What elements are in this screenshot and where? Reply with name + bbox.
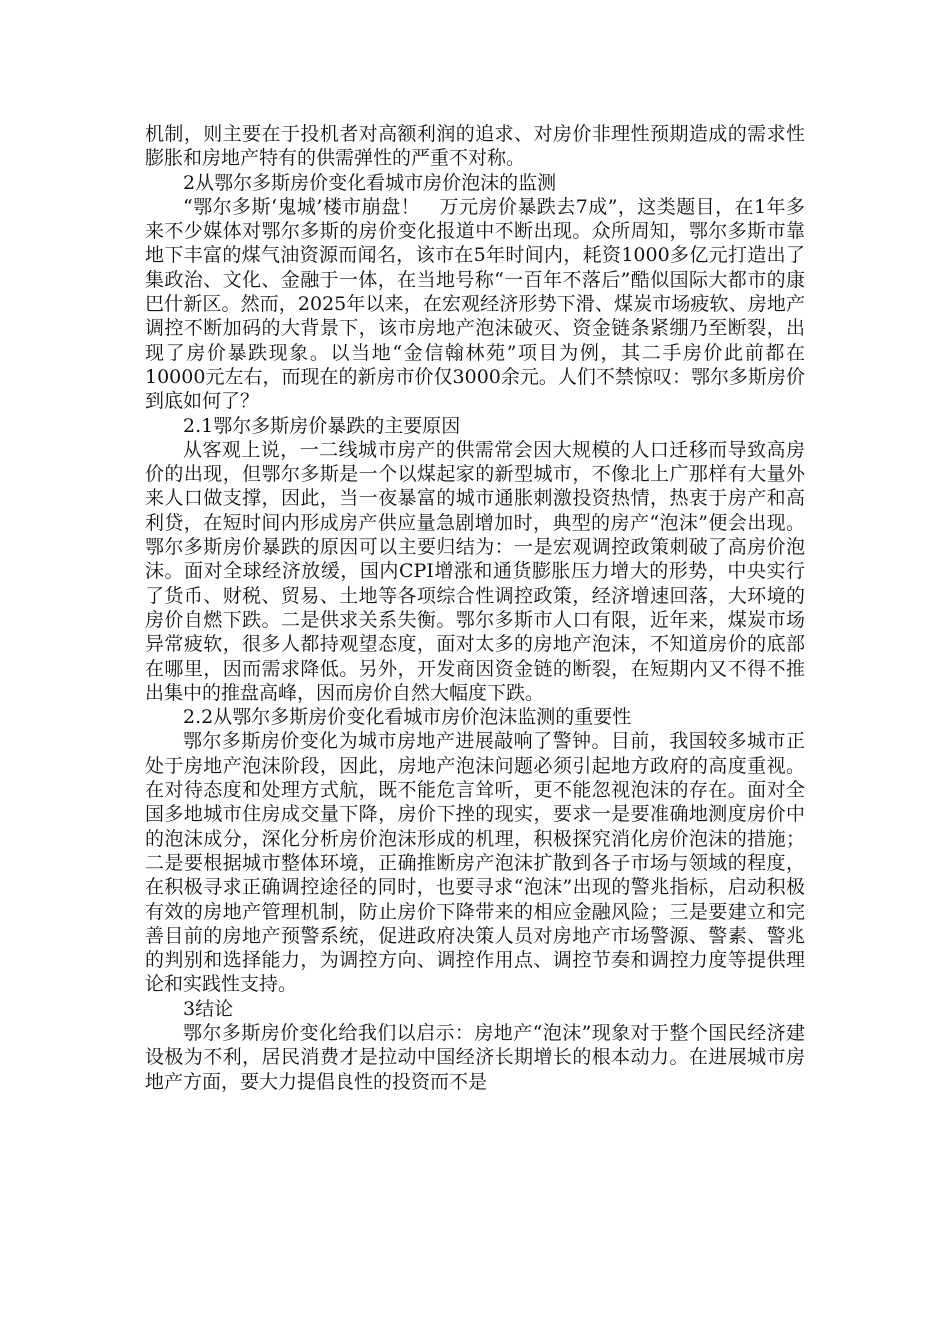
paragraph-monitoring-importance: 鄂尔多斯房价变化为城市房地产进展敲响了警钟。目前，我国较多城市正处于房地产泡沫阶段，因此，房地产泡沫问题必须引起地方政府的高度重视。在对待态度和处理方式航，既不能危言耸听，更不能忽视泡沫的存在。面对全国多地城市住房成交量下降，房价下挫的现实，要求一是要准确地测度房价中的泡沫成分，深化分析房价泡沫形成的机理，积极探究消化房价泡沫的措施；二是要根据城市整体环境，正确推断房产泡沫扩散到各子市场与领域的程度，在积极寻求正确调控途径的同时，也要寻求“泡沫”出现的警兆指标，启动积极有效的房地产管理机制，防止房价下降带来的相应金融风险；三是要建立和完善目前的房地产预警系统，促进政府决策人员对房地产市场警源、警素、警兆的判别和选择能力，为调控方向、调控作用点、调控节奏和调控力度等提供理论和实践性支持。 — [145, 730, 805, 996]
document-body — [145, 122, 805, 1094]
paragraph-conclusion: 鄂尔多斯房价变化给我们以启示：房地产“泡沫”现象对于整个国民经济建设极为不利，居民消费才是拉动中国经济长期增长的根本动力。在进展城市房地产方面，要大力提倡良性的投资而不是 — [145, 1021, 805, 1093]
paragraph-ordos-overview: “鄂尔多斯‘鬼城’楼市崩盘！ 万元房价暴跌去7成”，这类题目，在1年多来不少媒体对鄂尔多斯的房价变化报道中不断出现。众所周知，鄂尔多斯市靠地下丰富的煤气油资源而闻名，该市在5年时间内，耗资1000多亿元打造出了集政治、文化、金融于一体，在当地号称“一百年不落后”酷似国际大都市的康巴什新区。然而，2025年以来，在宏观经济形势下滑、煤炭市场疲软、房地产调控不断加码的大背景下，该市房地产泡沫破灭、资金链条紧绷乃至断裂，出现了房价暴跌现象。以当地“金信翰林苑”项目为例，其二手房价此前都在10000元左右，而现在的新房市价仅3000余元。人们不禁惊叹：鄂尔多斯房价到底如何了？ — [145, 195, 805, 413]
paragraph-price-crash-causes: 从客观上说，一二线城市房产的供需常会因大规模的人口迁移而导致高房价的出现，但鄂尔多斯是一个以煤起家的新型城市，不像北上广那样有大量外来人口做支撑，因此，当一夜暴富的城市通胀刺激投资热情，热衷于房产和高利贷，在短时间内形成房产供应量急剧增加时，典型的房产“泡沫”便会出现。鄂尔多斯房价暴跌的原因可以主要归结为：一是宏观调控政策刺破了高房价泡沫。面对全球经济放缓，国内CPI增涨和通货膨胀压力增大的形势，中央实行了货币、财税、贸易、土地等各项综合性调控政策，经济增速回落，大环境的房价自燃下跌。二是供求关系失衡。鄂尔多斯市人口有限，近年来，煤炭市场异常疲软，很多人都持观望态度，面对太多的房地产泡沫，不知道房价的底部在哪里，因而需求降低。另外，开发商因资金链的断裂，在短期内又不得不推出集中的推盘高峰，因而房价自然大幅度下跌。 — [145, 438, 805, 704]
section-heading-2-1: 2.1鄂尔多斯房价暴跌的主要原因 — [183, 414, 461, 437]
section-heading-2: 2从鄂尔多斯房价变化看城市房价泡沫的监测 — [183, 171, 557, 194]
section-heading-2-2: 2.2从鄂尔多斯房价变化看城市房价泡沫监测的重要性 — [183, 706, 632, 729]
section-heading-3: 3结论 — [183, 997, 234, 1020]
paragraph-continuation: 机制，则主要在于投机者对高额利润的追求、对房价非理性预期造成的需求性膨胀和房地产特有的供需弹性的严重不对称。 — [145, 123, 805, 170]
